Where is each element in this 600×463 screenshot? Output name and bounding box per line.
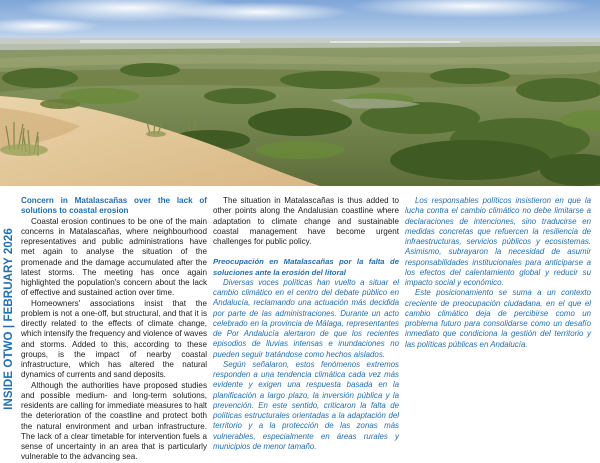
english-paragraph-1: Coastal erosion continues to be one of the main concerns in Matalascañas, where neighbourhood representatives and public administrations have met again to analyse the situation of the promenade and the damage accumulated after the latest storms. The meeting has once again highlighted the population's concern about the lack of effective and sustained action over time.	[21, 216, 207, 298]
spanish-paragraph-3: Los responsables políticos insistieron en que la lucha contra el cambio climático no debe limitarse a declaraciones de intenciones, sino traducirse en medidas concretas que refuercen la resiliencia de infraestructuras, servicios públicos y ecosistemas. Asimismo, subrayaron la necesidad de asumir responsabilidades institucionales para anticiparse a los efectos del calentamiento global y reducir su impacto social y económico.	[405, 196, 591, 287]
spanish-paragraph-4: Este posicionamiento se suma a un contexto creciente de preocupación ciudadana, en el que el cambio climático deja de percibirse como un problema futuro para consolidarse como un desafío inmediato que condiciona la gestión del territorio y las políticas públicas en Andalucía.	[405, 288, 591, 349]
issue-label-text: INSIDE OTWO | FEBRUARY 2026	[3, 228, 15, 410]
wetland-landscape-image	[0, 0, 600, 186]
header-photo	[0, 0, 600, 186]
english-article-heading: Concern in Matalascañas over the lack of solutions to coastal erosion	[21, 196, 207, 216]
english-paragraph-4: The situation in Matalascañas is thus added to other points along the Andalusian coastline where adaptation to climate change and sustainable coastal management have become urgent challenges for public policy.	[213, 196, 399, 246]
issue-side-label	[0, 196, 18, 442]
article-column-1	[21, 196, 207, 463]
english-paragraph-3: Although the authorities have proposed studies and possible medium- and long-term solutions, residents are calling for immediate measures to halt the deterioration of the coastline and protect both the natural environment and urban infrastructure. The lack of a clear timetable for intervention fuels a sense of uncertainty in an area that is particularly vulnerable to the advancing sea.	[21, 380, 207, 462]
spanish-paragraph-2: Según señalaron, estos fenómenos extremos responden a una tendencia climática cada vez más evidente y exigen una respuesta basada en la planificación a largo plazo, la inversión pública y la prevención. En este sentido, criticaron la falta de políticas estructurales orientadas a la adaptación del territorio y a la protección de las zonas más vulnerables, especialmente en áreas rurales y municipios de menor tamaño.	[213, 359, 399, 451]
article-column-3	[405, 196, 591, 350]
spanish-article-heading: Preocupación en Matalascañas por la falta de soluciones ante la erosión del litoral	[213, 257, 399, 277]
english-paragraph-2: Homeowners' associations insist that the problem is not a one-off, but structural, and that it is directly related to the effects of climate change, which intensify the frequency and violence of waves and storms. Added to this, according to these groups, is the impact of nearby coastal infrastructure, which has altered the natural dynamics of currents and sand deposits.	[21, 298, 207, 380]
article-column-2	[213, 196, 399, 452]
spanish-paragraph-1: Diversas voces políticas han vuelto a situar el cambio climático en el centro del debate público en Andalucía, reclamando una actuación más decidida por parte de las administraciones. Durante un acto celebrado en la provincia de Málaga, representantes de Por Andalucía alertaron de que los recientes episodios de lluvias intensas e inundaciones no pueden seguir tratándose como hechos aislados.	[213, 277, 399, 359]
